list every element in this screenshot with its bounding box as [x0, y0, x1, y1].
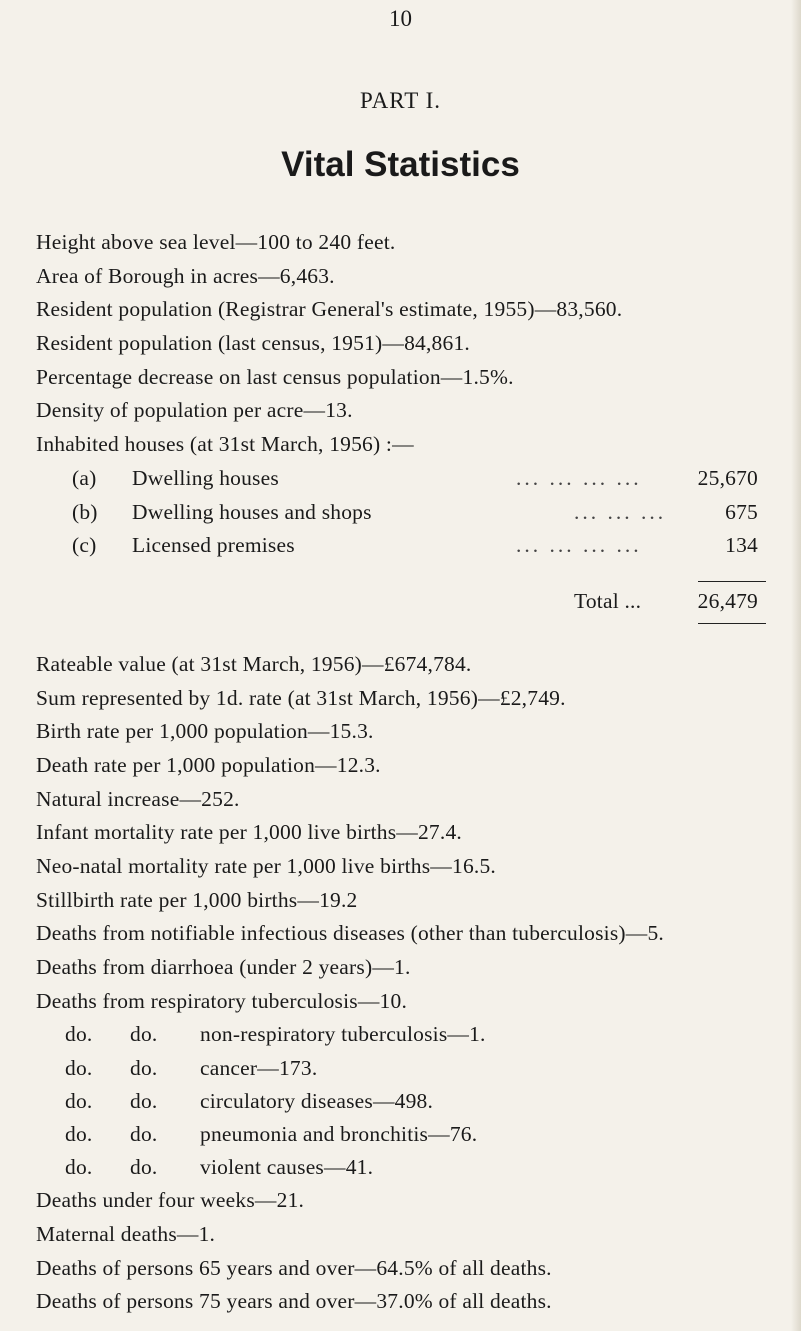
closing-line: Maternal deaths—1.	[36, 1222, 216, 1247]
intro-line: Resident population (last census, 1951)—84,861.	[36, 331, 470, 356]
house-value: 675	[725, 499, 758, 524]
ditto-row	[36, 1022, 796, 1055]
ditto-mark: do.	[130, 1122, 158, 1146]
house-value: 134	[725, 533, 758, 558]
total-rule-bottom	[698, 623, 766, 625]
closing-line: Deaths of persons 65 years and over—64.5% of all deaths.	[36, 1255, 552, 1280]
total-rule-top	[698, 581, 766, 583]
ditto-row	[36, 1089, 796, 1122]
ditto-text: circulatory diseases—498.	[200, 1088, 434, 1113]
ditto-mark: do.	[65, 1055, 93, 1080]
ditto-row	[36, 1056, 796, 1089]
ditto-text: pneumonia and bronchitis—76.	[200, 1122, 478, 1146]
houses-row-a	[36, 466, 796, 500]
houses-row-c	[36, 533, 796, 567]
leader-dots: ... ... ...	[574, 499, 667, 524]
ditto-mark: do.	[130, 1055, 158, 1080]
stat-line: Death rate per 1,000 population—12.3.	[36, 752, 381, 777]
intro-line: Density of population per acre—13.	[36, 398, 353, 423]
ditto-row	[36, 1122, 796, 1155]
intro-line: Area of Borough in acres—6,463.	[36, 263, 335, 288]
leader-dots: ... ... ... ...	[516, 465, 642, 490]
intro-line: Inhabited houses (at 31st March, 1956) :—	[36, 432, 414, 457]
part-heading: PART I.	[359, 88, 442, 113]
ditto-mark: do.	[65, 1155, 93, 1180]
house-letter: (a)	[72, 465, 97, 490]
ditto-mark: do.	[65, 1022, 93, 1047]
house-label: Licensed premises	[132, 533, 295, 558]
stat-line: Deaths from respiratory tuberculosis—10.	[36, 988, 408, 1013]
total-label: Total ...	[574, 588, 642, 613]
intro-line: Height above sea level—100 to 240 feet.	[36, 230, 396, 254]
intro-line: Percentage decrease on last census population—1.5%.	[36, 364, 514, 389]
intro-line: Resident population (Registrar General's estimate, 1955)—83,560.	[36, 297, 623, 322]
house-label: Dwelling houses and shops	[132, 499, 372, 524]
page-number: 10	[389, 6, 412, 31]
stat-line: Deaths from notifiable infectious diseases (other than tuberculosis)—5.	[36, 921, 664, 946]
leader-dots: ... ... ... ...	[516, 533, 642, 558]
stat-line: Infant mortality rate per 1,000 live births—27.4.	[36, 820, 462, 845]
house-letter: (b)	[72, 499, 98, 524]
ditto-text: non-respiratory tuberculosis—1.	[200, 1022, 486, 1047]
house-label: Dwelling houses	[132, 465, 279, 490]
section-spacer	[36, 618, 796, 652]
closing-line: Deaths of persons 75 years and over—37.0% of all deaths.	[36, 1289, 552, 1314]
house-letter: (c)	[72, 533, 97, 558]
ditto-mark: do.	[65, 1088, 93, 1113]
stat-line: Birth rate per 1,000 population—15.3.	[36, 719, 374, 744]
document-body	[36, 230, 796, 1323]
house-value: 25,670	[697, 465, 758, 490]
ditto-mark: do.	[130, 1088, 158, 1113]
stat-line: Sum represented by 1d. rate (at 31st March, 1956)—£2,749.	[36, 685, 566, 710]
ditto-row	[36, 1155, 796, 1188]
houses-total-row	[36, 567, 796, 618]
ditto-mark: do.	[130, 1155, 158, 1180]
ditto-text: cancer—173.	[200, 1055, 318, 1080]
ditto-mark: do.	[65, 1122, 93, 1146]
stat-line: Neo-natal mortality rate per 1,000 live births—16.5.	[36, 854, 496, 878]
total-value: 26,479	[697, 588, 758, 613]
closing-line: Deaths under four weeks—21.	[36, 1188, 305, 1213]
stat-line: Deaths from diarrhoea (under 2 years)—1.	[36, 955, 411, 980]
ditto-text: violent causes—41.	[200, 1155, 374, 1180]
stat-line: Natural increase—252.	[36, 786, 240, 811]
stat-line: Rateable value (at 31st March, 1956)—£674,784.	[36, 651, 472, 676]
houses-row-b	[36, 500, 796, 534]
stat-line: Stillbirth rate per 1,000 births—19.2	[36, 887, 358, 912]
page-title: Vital Statistics	[281, 145, 520, 184]
ditto-mark: do.	[130, 1022, 158, 1047]
